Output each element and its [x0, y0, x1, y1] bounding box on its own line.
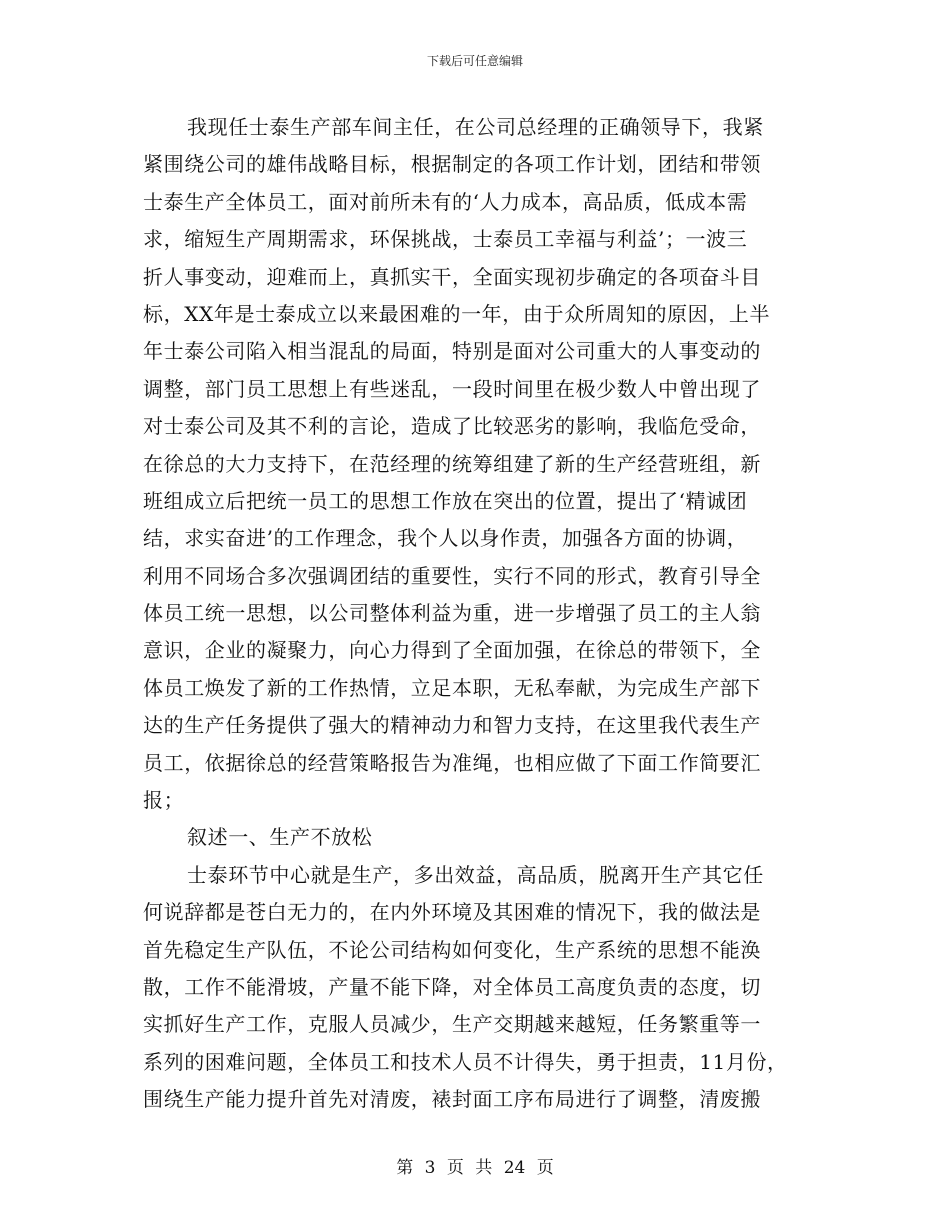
text-line: 体员工统一思想，以公司整体利益为重，进一步增强了员工的主人翁: [143, 601, 761, 626]
text-line: 意识，企业的凝聚力，向心力得到了全面加强，在徐总的带领下，全: [143, 638, 761, 663]
text-line: 结，求实奋进’的工作理念，我个人以身作责，加强各方面的协调，: [143, 526, 748, 551]
text-line: 利用不同场合多次强调团结的重要性，实行不同的形式，教育引导全: [143, 563, 761, 588]
text-line: 系列的困难问题，全体员工和技术人员不计得失，勇于担责，11月份，: [143, 1049, 788, 1074]
text-line: 调整，部门员工思想上有些迷乱，一段时间里在极少数人中曾出现了: [143, 376, 761, 401]
text-line: 实抓好生产工作，克服人员减少，生产交期越来越短，任务繁重等一: [143, 1012, 761, 1037]
text-line: 紧围绕公司的雄伟战略目标，根据制定的各项工作计划，团结和带领: [143, 152, 761, 177]
heading-line: 叙述一、生产不放松: [187, 825, 373, 850]
text-line: 我现任士泰生产部车间主任，在公司总经理的正确领导下，我紧: [187, 115, 764, 139]
text-line: 散，工作不能滑坡，产量不能下降，对全体员工高度负责的态度，切: [143, 974, 761, 999]
text-line: 报；: [143, 788, 185, 813]
paragraph-intro: [143, 109, 811, 819]
text-line: 求，缩短生产周期需求，环保挑战，士泰员工幸福与利益’；一波三: [143, 227, 748, 252]
text-line: 士泰生产全体员工，面对前所未有的‘人力成本，高品质，低成本需: [143, 189, 748, 214]
text-line: 何说辞都是苍白无力的，在内外环境及其困难的情况下，我的做法是: [143, 900, 761, 925]
text-line: 年士泰公司陷入相当混乱的局面，特别是面对公司重大的人事变动的: [143, 339, 761, 364]
page-header: 下载后可任意编辑: [426, 54, 523, 68]
text-line: 达的生产任务提供了强大的精神动力和智力支持，在这里我代表生产: [143, 713, 761, 738]
text-line: 班组成立后把统一员工的思想工作放在突出的位置，提出了‘精诚团: [143, 488, 748, 513]
text-line: 首先稳定生产队伍，不论公司结构如何变化，生产系统的思想不能涣: [143, 937, 761, 962]
text-line: 对士泰公司及其不利的言论，造成了比较恶劣的影响，我临危受命，: [143, 414, 761, 439]
text-line: 员工，依据徐总的经营策略报告为准绳，也相应做了下面工作简要汇: [143, 750, 761, 775]
text-line: 体员工焕发了新的工作热情，立足本职，无私奉献，为完成生产部下: [143, 675, 761, 700]
page-footer: 第 3 页 共 24 页: [396, 1158, 554, 1178]
text-line: 标，XX年是士泰成立以来最困难的一年，由于众所周知的原因，上半: [143, 301, 771, 326]
document-body: [143, 109, 811, 1119]
text-line: 折人事变动，迎难而上，真抓实干，全面实现初步确定的各项奋斗目: [143, 264, 761, 289]
text-line: 士泰环节中心就是生产，多出效益，高品质，脱离开生产其它任: [187, 862, 764, 887]
text-line: 在徐总的大力支持下，在范经理的统筹组建了新的生产经营班组，新: [143, 451, 761, 476]
paragraph-production: [143, 857, 811, 1119]
text-line: 围绕生产能力提升首先对清废，裱封面工序布局进行了调整，清废搬: [143, 1087, 761, 1112]
section-heading: [143, 819, 811, 856]
